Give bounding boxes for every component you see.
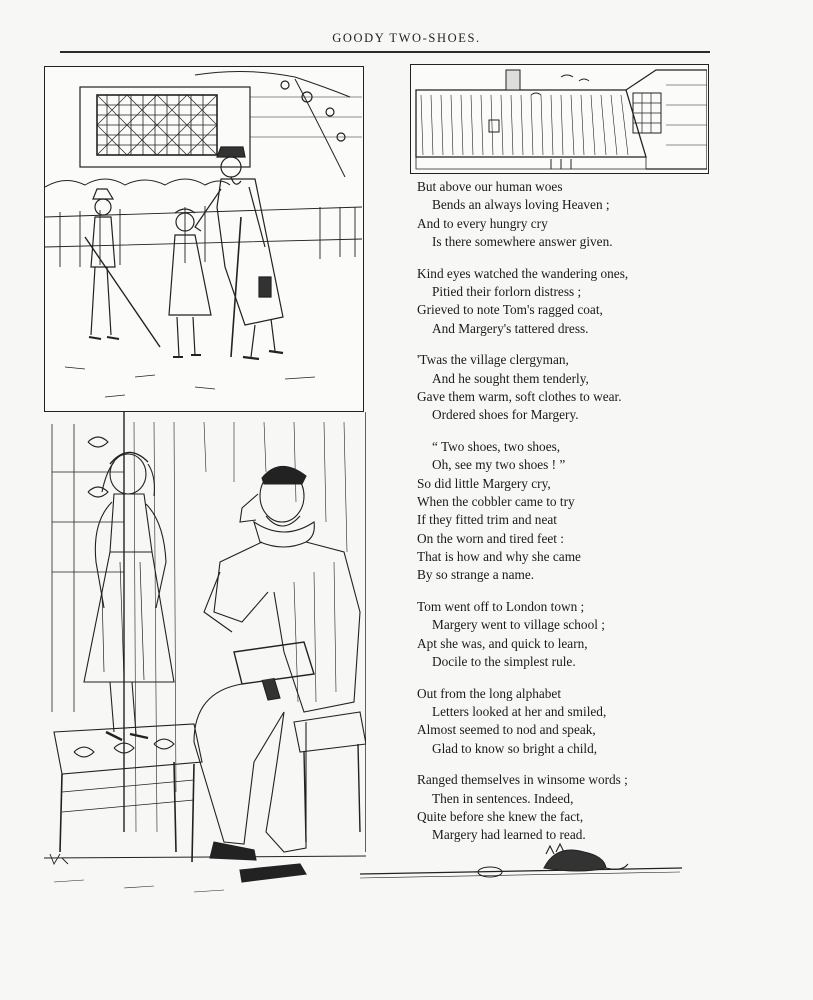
poem-line: On the worn and tired feet : [417, 530, 564, 546]
poem-text [417, 178, 707, 858]
running-title: GOODY TWO-SHOES. [332, 31, 481, 45]
poem-line: Gave them warm, soft clothes to wear. [417, 388, 622, 404]
poem-line: Is there somewhere answer given. [432, 233, 613, 249]
poem-line: Almost seemed to nod and speak, [417, 722, 596, 738]
stanza [417, 438, 707, 584]
poem-line: When the cobbler came to try [417, 493, 575, 509]
stanza [417, 351, 707, 424]
cobbler-illustration [44, 412, 366, 902]
header-rule [60, 51, 710, 53]
poem-line: If they fitted trim and neat [417, 512, 557, 528]
poem-line: Pitied their forlorn distress ; [432, 283, 582, 299]
poem-line: Docile to the simplest rule. [432, 653, 576, 669]
poem-line: Oh, see my two shoes ! ” [432, 457, 566, 473]
poem-line: Letters looked at her and smiled, [432, 703, 607, 719]
poem-line: Grieved to note Tom's ragged coat, [417, 302, 603, 318]
poem-line: Ranged themselves in winsome words ; [417, 772, 628, 788]
stanza [417, 178, 707, 251]
poem-line: And to every hungry cry [417, 215, 548, 231]
poem-line: Kind eyes watched the wandering ones, [417, 265, 629, 281]
stanza [417, 265, 707, 338]
stanza [417, 598, 707, 671]
poem-line: Margery had learned to read. [432, 827, 586, 843]
stanza [417, 771, 707, 844]
poem-line: But above our human woes [417, 179, 563, 194]
poem-line: Apt she was, and quick to learn, [417, 635, 588, 651]
poem-line: So did little Margery cry, [417, 475, 551, 491]
poem-line: Glad to know so bright a child, [432, 740, 598, 756]
poem-line: Tom went off to London town ; [417, 598, 585, 614]
poem-line: Out from the long alphabet [417, 685, 562, 701]
poem-line: That is how and why she came [417, 548, 581, 564]
cobbler-fitting-shoes-engraving-icon [44, 412, 366, 902]
poem-line: Then in sentences. Indeed, [432, 790, 574, 806]
rooftops-illustration [410, 64, 709, 174]
clergyman-and-children-engraving-icon [45, 67, 362, 410]
poem-line: Margery went to village school ; [432, 617, 605, 633]
poem-line: And Margery's tattered dress. [432, 320, 589, 336]
village-rooftops-engraving-icon [411, 65, 707, 172]
poem-line: 'Twas the village clergyman, [417, 352, 569, 368]
poem-line: Ordered shoes for Margery. [432, 407, 579, 423]
poem-line: “ Two shoes, two shoes, [432, 439, 561, 455]
clergyman-illustration [44, 66, 364, 412]
poem-line: Quite before she knew the fact, [417, 808, 584, 824]
poem-line: By so strange a name. [417, 567, 535, 583]
stanza [417, 685, 707, 758]
poem-line: Bends an always loving Heaven ; [432, 197, 610, 213]
poem-line: And he sought them tenderly, [432, 370, 589, 386]
